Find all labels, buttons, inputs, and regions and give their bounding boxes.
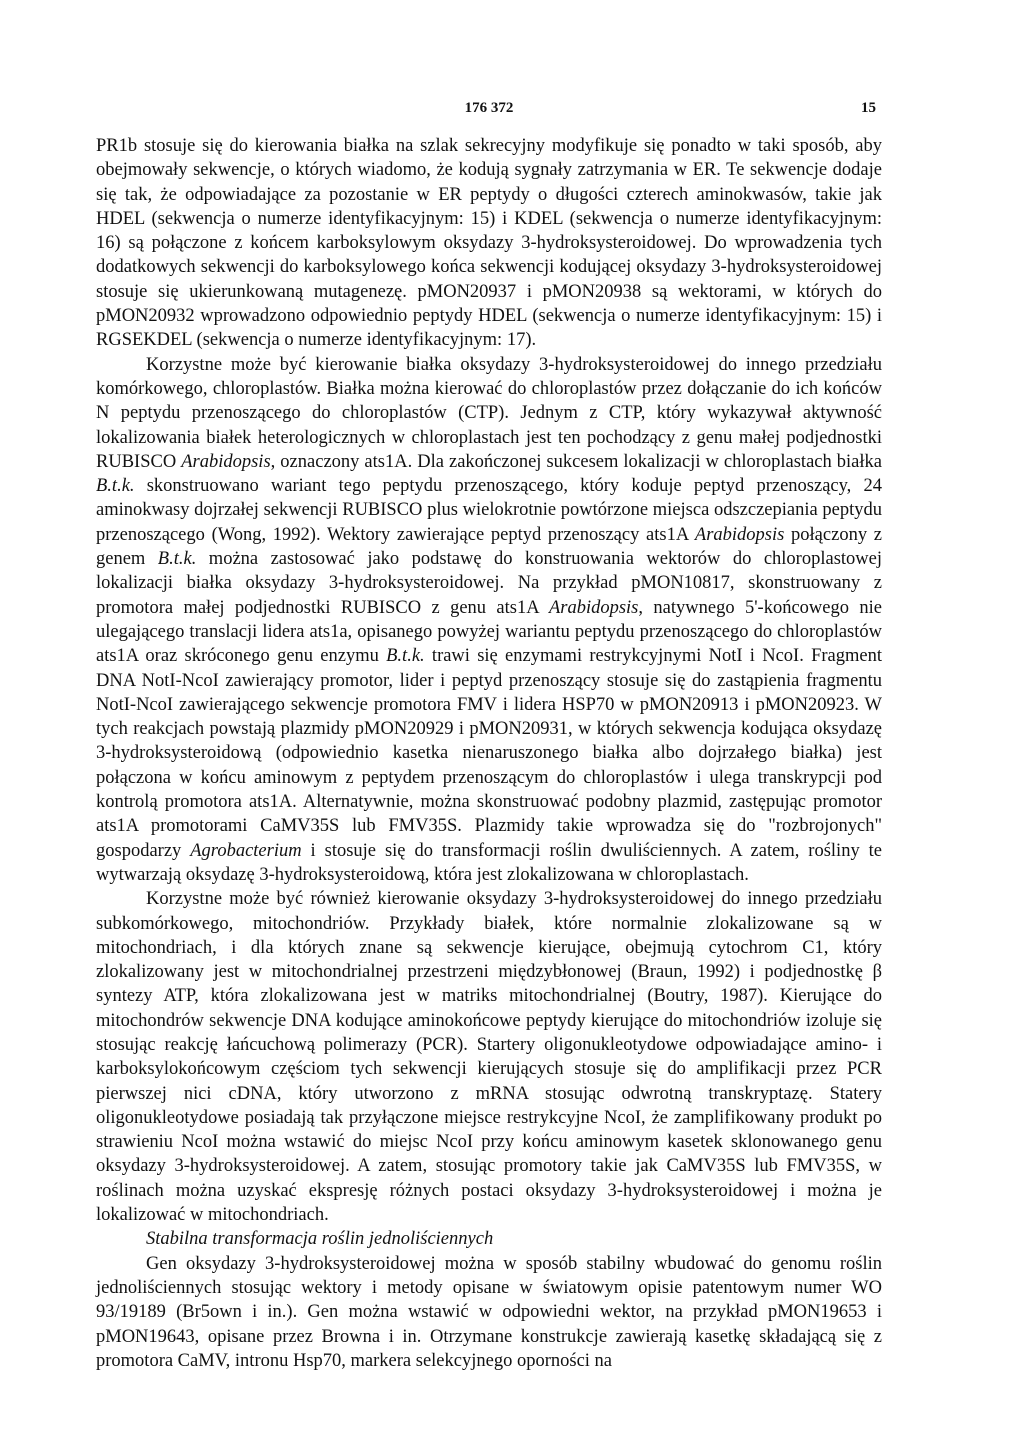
page-number: 15 <box>861 100 876 116</box>
text-run: można zastosować jako podstawę do konstruowania wektorów do chloroplastowej lokalizacji białka oksydazy 3-hydroksysteroidowej. Na przykład pMON10817, skonstruowany z promotora małej podjednostki RUBISCO z genu ats1A <box>96 549 882 618</box>
italic-term: Arabidopsis <box>694 524 785 545</box>
text-run: , natywnego 5'-końcowego nie ulegającego translacji lidera ats1a, opisanego powyżej wariantu peptydu przenoszącego do chloroplastów ats1A oraz skróconego genu enzymu <box>96 597 882 667</box>
text-run: i stosuje się do transformacji roślin dwuliściennych. A zatem, rośliny te wytwarzają oksydazę 3-hydroksysteroidową, która jest zlokalizowana w chloroplastach. <box>96 840 882 885</box>
document-page <box>96 96 882 1373</box>
italic-term: B.t.k. <box>386 646 425 667</box>
italic-term: B.t.k. <box>96 476 135 497</box>
text-run: Korzystne może być kierowanie białka oksydazy 3-hydroksysteroidowej do innego przedziału komórkowego, chloroplastów. Białka można kierować do chloroplastów przez dołączanie do ich końców N peptydu przenoszącego do chloroplastów (CTP). Jednym z CTP, który wykazywał aktywność lokalizowania białek heterologicznych w chloroplastach jest ten pochodzący z genu małej podjednostki RUBISCO <box>96 354 882 472</box>
italic-term: Arabidopsis <box>548 597 639 618</box>
paragraph-er-retention: PR1b stosuje się do kierowania białka na szlak sekrecyjny modyfikuje się ponadto w taki sposób, aby obejmowały sekwencje, o których wiadomo, że kodują sygnały zatrzymania w ER. Te sekwencje dodaje się tak, że odpowiadające za pozostanie w ER peptydy o długości czterech aminokwasów, takie jak HDEL (sekwencja o numerze identyfikacyjnym: 15) i KDEL (sekwencja o numerze identyfikacyjnym: 16) są połączone z końcem karboksylowym oksydazy 3-hydroksysteroidowej. Do wprowadzenia tych dodatkowych sekwencji do karboksylowego końca sekwencji kodującej oksydazy 3-hydroksysteroidowej stosuje się ukierunkowaną mutagenezę. pMON20937 i pMON20938 są wektorami, w których do pMON20932 wprowadzono odpowiednio peptydy HDEL (sekwencja o numerze identyfikacyjnym: 15) i RGSEKDEL (sekwencja o numerze identyfikacyjnym: 17). <box>96 136 882 351</box>
italic-term: Agrobacterium <box>190 840 302 861</box>
paragraph-monocot-transformation: Gen oksydazy 3-hydroksysteroidowej można w sposób stabilny wbudować do genomu roślin jednoliściennych stosując wektory i metody opisane w światowym opisie patentowym numer WO 93/19189 (Br5own i in.). Gen można wstawić w odpowiedni wektor, na przykład pMON19653 i pMON19643, opisane przez Browna i in. Otrzymane konstrukcje zawierają kasetkę składającą się z promotora CaMV, intronu Hsp70, markera selekcyjnego oporności na <box>96 1253 882 1371</box>
patent-number: 176 372 <box>464 100 514 116</box>
page-header <box>96 96 882 120</box>
italic-term: B.t.k. <box>157 549 197 570</box>
paragraph-chloroplast-targeting <box>96 353 882 888</box>
text-run: skonstruowano wariant tego peptydu przenoszącego, który koduje peptyd przenoszący, 24 aminokwasy dojrzałej sekwencji RUBISCO plus wielokrotnie powtórzone miejsca odszczepiania peptydu przenoszącego (Wong, 1992). Wektory zawierające peptyd przenoszący ats1A <box>96 476 882 545</box>
text-run: połączony z genem <box>96 524 882 570</box>
text-run: , oznaczony ats1A. Dla zakończonej sukcesem lokalizacji w chloroplastach białka <box>270 451 882 472</box>
text-run: trawi się enzymami restrykcyjnymi NotI i NcoI. Fragment DNA NotI-NcoI zawierający promotor, lider i peptyd przenoszący stosuje się do zastąpienia fragmentu NotI-NcoI zawierającego sekwencje promotora FMV i lidera HSP70 w pMON20913 i pMON20923. W tych reakcjach powstają plazmidy pMON20929 i pMON20931, w których sekwencja kodująca oksydazę 3-hydroksysteroidową (odpowiednio kasetka nienaruszonego białka albo dojrzałego białka) jest połączona w końcu aminowym z peptydem przenoszącym do chloroplastów i ulega transkrypcji pod kontrolą promotora ats1A. Alternatywnie, można skonstruować podobny plazmid, zastępując promotor ats1A promotorami CaMV35S lub FMV35S. Plazmidy takie wprowadza się do "rozbrojonych" gospodarzy <box>96 646 882 861</box>
italic-term: Arabidopsis <box>181 451 271 472</box>
paragraph-mitochondria-targeting: Korzystne może być również kierowanie oksydazy 3-hydroksysteroidowej do innego przedziału subkomórkowego, mitochondriów. Przykłady białek, które normalnie zlokalizowane są w mitochondriach, i dla których znane są sekwencje kierujące, obejmują cytochrom C1, który zlokalizowany jest w mitochondrialnej przestrzeni międzybłonowej (Braun, 1992) i podjednostkę β syntezy ATP, która zlokalizowana jest w matriks mitochondrialnej (Boutry, 1987). Kierujące do mitochondrów sekwencje DNA kodujące aminokońcowe peptydy kierujące do mitochondriów izoluje się stosując reakcję łańcuchową polimerazy (PCR). Startery oligonukleotydowe odpowiadające amino- i karboksylokońcowym częściom tych sekwencji kierujących stosuje się do amplifikacji przez PCR pierwszej nici cDNA, który utworzono z mRNA stosując odwrotną transkryptazę. Statery oligonukleotydowe posiadają tak przyłączone miejsce restrykcyjne NcoI, że zamplifikowany produkt po strawieniu NcoI można wstawić do miejsc NcoI przy końcu aminowym kasetek sklonowanego genu oksydazy 3-hydroksysteroidowej. A zatem, stosując promotory takie jak CaMV35S lub FMV35S, w roślinach można uzyskać ekspresję różnych postaci oksydazy 3-hydroksysteroidowej i można je lokalizować w mitochondriach. <box>96 889 882 1226</box>
section-heading: Stabilna transformacja roślin jednoliściennych <box>146 1229 494 1250</box>
